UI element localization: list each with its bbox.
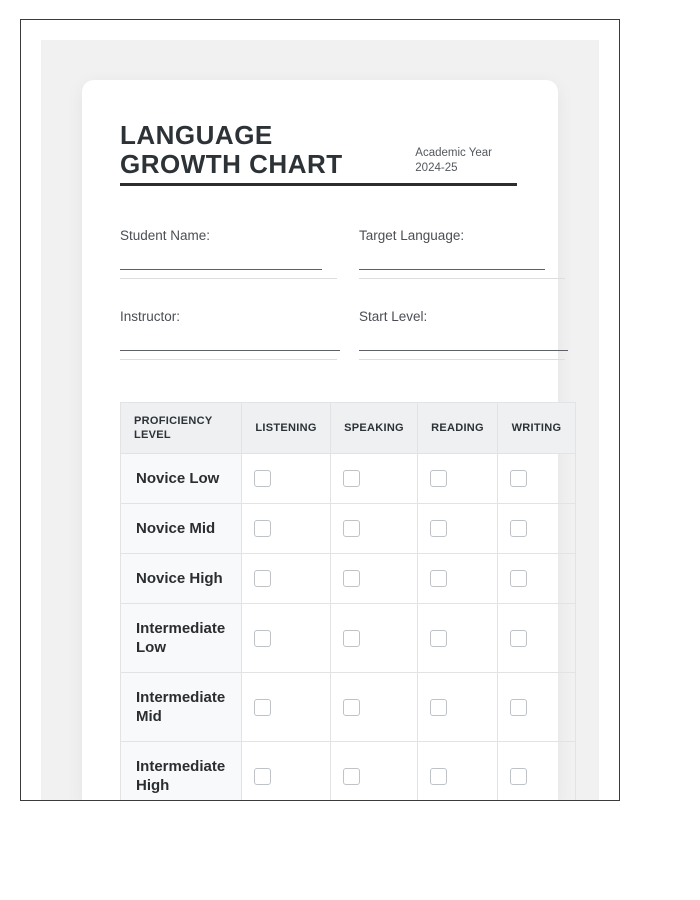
target-language-label: Target Language:: [359, 228, 465, 243]
column-header-listening: LISTENING: [242, 403, 331, 454]
title-underline-rule: [120, 183, 517, 186]
cell-listening: [242, 742, 331, 802]
checkbox-intermediate-low-reading[interactable]: [430, 630, 447, 647]
row-label: Novice High: [121, 554, 242, 604]
row-label: Intermediate High: [121, 742, 242, 802]
checkbox-novice-low-writing[interactable]: [510, 470, 527, 487]
cell-reading: [418, 504, 498, 554]
cell-speaking: [331, 742, 418, 802]
cell-listening: [242, 673, 331, 742]
cell-listening: [242, 604, 331, 673]
info-fields: [120, 228, 558, 360]
table-row-novice-high: [121, 554, 576, 604]
academic-year-line2: 2024-25: [415, 162, 458, 174]
page-title: LANGUAGE GROWTH CHART: [120, 120, 343, 179]
checkbox-novice-low-listening[interactable]: [254, 470, 271, 487]
checkbox-intermediate-high-listening[interactable]: [254, 768, 271, 785]
cell-listening: [242, 454, 331, 504]
cell-speaking: [331, 504, 418, 554]
table-row-intermediate-low: [121, 604, 576, 673]
checkbox-intermediate-mid-reading[interactable]: [430, 699, 447, 716]
document-page: [20, 19, 620, 801]
table-header-row: [121, 403, 576, 454]
checkbox-intermediate-low-listening[interactable]: [254, 630, 271, 647]
checkbox-intermediate-low-writing[interactable]: [510, 630, 527, 647]
checkbox-intermediate-high-writing[interactable]: [510, 768, 527, 785]
student-name-input[interactable]: [120, 257, 322, 270]
checkbox-intermediate-mid-speaking[interactable]: [343, 699, 360, 716]
cell-reading: [418, 554, 498, 604]
cell-reading: [418, 673, 498, 742]
field-start-level: [359, 309, 565, 360]
target-language-input[interactable]: [359, 257, 545, 270]
checkbox-intermediate-mid-writing[interactable]: [510, 699, 527, 716]
cell-writing: [498, 504, 576, 554]
cell-writing: [498, 554, 576, 604]
form-card: [82, 80, 562, 800]
cell-reading: [418, 742, 498, 802]
table-row-intermediate-mid: [121, 673, 576, 742]
checkbox-novice-high-speaking[interactable]: [343, 570, 360, 587]
checkbox-novice-high-listening[interactable]: [254, 570, 271, 587]
checkbox-novice-mid-listening[interactable]: [254, 520, 271, 537]
checkbox-intermediate-high-speaking[interactable]: [343, 768, 360, 785]
checkbox-novice-mid-writing[interactable]: [510, 520, 527, 537]
table-row-intermediate-high: [121, 742, 576, 802]
field-student-name: [120, 228, 337, 279]
cell-writing: [498, 454, 576, 504]
checkbox-intermediate-low-speaking[interactable]: [343, 630, 360, 647]
row-label: Intermediate Low: [121, 604, 242, 673]
academic-year: [415, 146, 492, 176]
checkbox-novice-low-reading[interactable]: [430, 470, 447, 487]
checkbox-intermediate-high-reading[interactable]: [430, 768, 447, 785]
student-name-label: Student Name:: [120, 228, 211, 243]
column-header-proficiency-level: PROFICIENCY LEVEL: [121, 403, 242, 454]
cell-reading: [418, 604, 498, 673]
card-header: [120, 121, 517, 179]
academic-year-line1: Academic Year: [415, 147, 492, 159]
gray-panel: [41, 40, 599, 800]
checkbox-novice-high-writing[interactable]: [510, 570, 527, 587]
column-header-writing: WRITING: [498, 403, 576, 454]
instructor-input[interactable]: [120, 338, 340, 351]
row-label: Novice Mid: [121, 504, 242, 554]
cell-reading: [418, 454, 498, 504]
table-row-novice-mid: [121, 504, 576, 554]
cell-writing: [498, 673, 576, 742]
field-target-language: [359, 228, 565, 279]
cell-listening: [242, 504, 331, 554]
row-label: Novice Low: [121, 454, 242, 504]
cell-speaking: [331, 454, 418, 504]
row-label: Intermediate Mid: [121, 673, 242, 742]
cell-writing: [498, 604, 576, 673]
table-row-novice-low: [121, 454, 576, 504]
column-header-speaking: SPEAKING: [331, 403, 418, 454]
cell-speaking: [331, 554, 418, 604]
start-level-label: Start Level:: [359, 309, 428, 324]
cell-speaking: [331, 673, 418, 742]
checkbox-novice-high-reading[interactable]: [430, 570, 447, 587]
checkbox-novice-low-speaking[interactable]: [343, 470, 360, 487]
start-level-input[interactable]: [359, 338, 568, 351]
instructor-label: Instructor:: [120, 309, 181, 324]
cell-speaking: [331, 604, 418, 673]
proficiency-table: [120, 402, 576, 801]
checkbox-novice-mid-speaking[interactable]: [343, 520, 360, 537]
cell-writing: [498, 742, 576, 802]
cell-listening: [242, 554, 331, 604]
column-header-reading: READING: [418, 403, 498, 454]
field-instructor: [120, 309, 337, 360]
checkbox-novice-mid-reading[interactable]: [430, 520, 447, 537]
checkbox-intermediate-mid-listening[interactable]: [254, 699, 271, 716]
